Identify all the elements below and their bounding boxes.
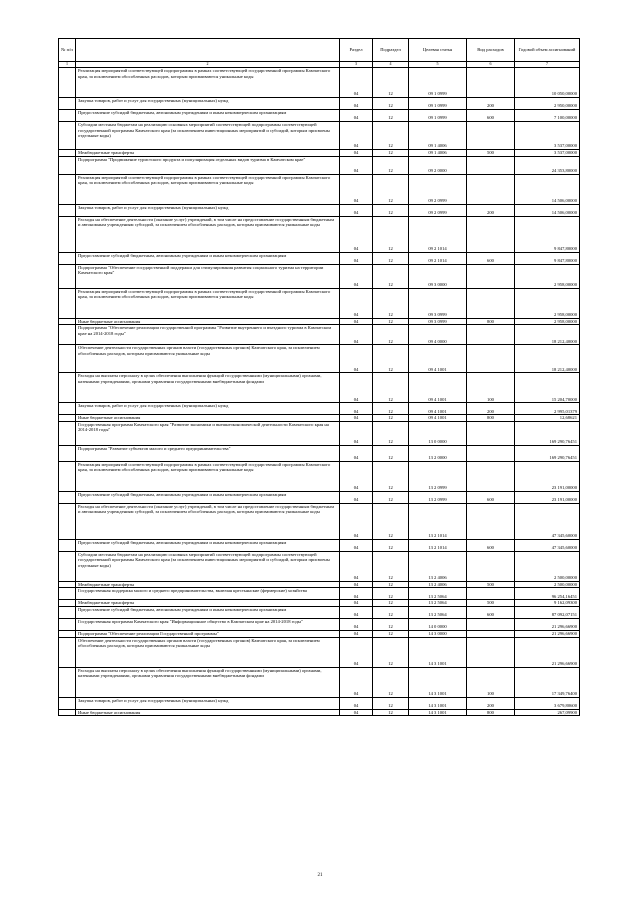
header-annual-volume: Годовой объем ассигнований (515, 39, 580, 62)
row-target-article-cell: 09 3 0000 (409, 264, 467, 288)
row-expense-type-cell (467, 345, 515, 373)
row-index-cell (59, 491, 76, 503)
row-expense-type-cell: 500 (467, 581, 515, 588)
row-index-cell (59, 122, 76, 150)
row-subsection-cell: 12 (373, 174, 409, 204)
row-subsection-cell: 12 (373, 264, 409, 288)
row-subsection-cell: 12 (373, 491, 409, 503)
row-target-article-cell: 14 3 1001 (409, 667, 467, 697)
row-target-article-cell: 09 1 4006 (409, 150, 467, 157)
row-target-article-cell: 13 2 5064 (409, 588, 467, 600)
row-subsection-cell: 12 (373, 503, 409, 539)
row-expense-type-cell (467, 445, 515, 461)
row-sum-cell: 15 204,70000 (515, 373, 580, 403)
row-expense-type-cell: 800 (467, 318, 515, 325)
row-expense-type-cell (467, 288, 515, 318)
table-row (59, 156, 580, 174)
row-section-cell: 04 (340, 503, 373, 539)
row-index-cell (59, 156, 76, 174)
row-section-cell: 04 (340, 581, 373, 588)
table-row (59, 445, 580, 461)
row-section-cell: 04 (340, 709, 373, 716)
row-name-cell: Иные бюджетные ассигнования (76, 415, 340, 422)
table-row (59, 581, 580, 588)
row-section-cell: 04 (340, 373, 373, 403)
row-section-cell: 04 (340, 461, 373, 491)
row-sum-cell: 87 092,07151 (515, 606, 580, 618)
row-index-cell (59, 503, 76, 539)
row-expense-type-cell (467, 68, 515, 98)
row-expense-type-cell (467, 588, 515, 600)
row-subsection-cell: 12 (373, 461, 409, 491)
row-subsection-cell: 12 (373, 551, 409, 581)
row-target-article-cell: 09 2 1014 (409, 252, 467, 264)
row-section-cell: 04 (340, 110, 373, 122)
row-index-cell (59, 606, 76, 618)
row-target-article-cell: 09 1 0999 (409, 68, 467, 98)
table-row (59, 325, 580, 345)
row-target-article-cell: 13 2 5064 (409, 606, 467, 618)
row-subsection-cell: 12 (373, 98, 409, 110)
column-number: 6 (467, 62, 515, 68)
row-subsection-cell: 12 (373, 373, 409, 403)
row-target-article-cell: 09 2 0999 (409, 204, 467, 216)
row-index-cell (59, 98, 76, 110)
row-expense-type-cell: 600 (467, 252, 515, 264)
budget-table-page (58, 38, 579, 716)
row-subsection-cell: 12 (373, 110, 409, 122)
table-row (59, 461, 580, 491)
table-row (59, 491, 580, 503)
row-sum-cell: 2 950,00000 (515, 98, 580, 110)
table-row (59, 288, 580, 318)
row-name-cell: Подпрограмма "Продвижение туристского продукта и популяризация отдельных видов туризма в Камчатском крае" (76, 156, 340, 174)
row-sum-cell: 23 191,00000 (515, 491, 580, 503)
row-section-cell: 04 (340, 288, 373, 318)
row-section-cell: 04 (340, 421, 373, 445)
row-expense-type-cell (467, 503, 515, 539)
table-row (59, 110, 580, 122)
row-name-cell: Расходы на выплаты персоналу в целях обеспечения выполнения функций государственными (муниципальными) органами, казенными учреждениями, органами управления государственными внебюджетными фондами (76, 667, 340, 697)
row-section-cell: 04 (340, 415, 373, 422)
row-index-cell (59, 588, 76, 600)
row-subsection-cell: 12 (373, 697, 409, 709)
row-name-cell: Иные бюджетные ассигнования (76, 318, 340, 325)
row-expense-type-cell: 600 (467, 491, 515, 503)
row-section-cell: 04 (340, 318, 373, 325)
row-sum-cell: 3 537,00000 (515, 122, 580, 150)
table-row (59, 415, 580, 422)
table-body (59, 68, 580, 716)
row-sum-cell: 9 162,09300 (515, 600, 580, 607)
row-name-cell: Межбюджетные трансферты (76, 600, 340, 607)
row-section-cell: 04 (340, 491, 373, 503)
row-name-cell: Подпрограмма "Обеспечение государственной поддержки для стимулирования развития социального туризма на территории Камчатского края" (76, 264, 340, 288)
row-target-article-cell: 09 2 0999 (409, 174, 467, 204)
row-expense-type-cell: 800 (467, 415, 515, 422)
row-target-article-cell: 09 1 0999 (409, 98, 467, 110)
row-subsection-cell: 12 (373, 68, 409, 98)
row-section-cell: 04 (340, 252, 373, 264)
row-sum-cell: 169 290,76451 (515, 421, 580, 445)
row-section-cell: 04 (340, 551, 373, 581)
row-target-article-cell: 13 2 1014 (409, 539, 467, 551)
row-section-cell: 04 (340, 325, 373, 345)
row-expense-type-cell (467, 216, 515, 252)
row-sum-cell: 23 191,00000 (515, 461, 580, 491)
row-subsection-cell: 12 (373, 156, 409, 174)
row-section-cell: 04 (340, 600, 373, 607)
row-target-article-cell: 09 1 0999 (409, 110, 467, 122)
row-expense-type-cell (467, 630, 515, 637)
row-section-cell: 04 (340, 264, 373, 288)
row-sum-cell: 169 290,76451 (515, 445, 580, 461)
row-sum-cell: 14 506,00000 (515, 174, 580, 204)
row-target-article-cell: 09 4 1001 (409, 403, 467, 415)
row-section-cell: 04 (340, 588, 373, 600)
table-row (59, 551, 580, 581)
row-section-cell: 04 (340, 606, 373, 618)
row-target-article-cell: 14 0 0000 (409, 618, 467, 630)
row-expense-type-cell (467, 264, 515, 288)
row-name-cell: Субсидии местным бюджетам на реализацию основных мероприятий соответствующей подпрограммы соответствующей государственной программы Камчатского края (за исключением инвестиционных мероприятий и субсидий, которым присвоены отдельные коды) (76, 122, 340, 150)
row-index-cell (59, 618, 76, 630)
row-target-article-cell: 14 3 1001 (409, 697, 467, 709)
table-header-row (59, 39, 580, 62)
row-expense-type-cell: 600 (467, 539, 515, 551)
row-sum-cell: 9 847,80000 (515, 252, 580, 264)
row-sum-cell: 2 500,00000 (515, 581, 580, 588)
row-expense-type-cell: 200 (467, 697, 515, 709)
table-row (59, 373, 580, 403)
row-subsection-cell: 12 (373, 345, 409, 373)
row-expense-type-cell: 600 (467, 110, 515, 122)
row-name-cell: Закупка товаров, работ и услуг для государственных (муниципальных) нужд (76, 98, 340, 110)
row-sum-cell: 3 679,80600 (515, 697, 580, 709)
row-target-article-cell: 14 3 0000 (409, 630, 467, 637)
row-subsection-cell: 12 (373, 630, 409, 637)
row-sum-cell: 7 100,00000 (515, 110, 580, 122)
row-subsection-cell: 12 (373, 709, 409, 716)
row-target-article-cell: 14 3 1001 (409, 709, 467, 716)
row-subsection-cell: 12 (373, 588, 409, 600)
row-section-cell: 04 (340, 445, 373, 461)
row-section-cell: 04 (340, 637, 373, 667)
row-subsection-cell: 12 (373, 445, 409, 461)
row-subsection-cell: 12 (373, 618, 409, 630)
row-index-cell (59, 581, 76, 588)
row-index-cell (59, 709, 76, 716)
budget-allocations-table (58, 38, 580, 716)
row-subsection-cell: 12 (373, 606, 409, 618)
row-sum-cell: 18 212,40000 (515, 325, 580, 345)
table-row (59, 264, 580, 288)
row-name-cell: Подпрограмма "Обеспечение реализации Государственной программы" (76, 630, 340, 637)
row-section-cell: 04 (340, 174, 373, 204)
row-section-cell: 04 (340, 630, 373, 637)
table-row (59, 150, 580, 157)
row-name-cell: Реализация мероприятий соответствующей подпрограммы в рамках соответствующей государственной программы Камчатского края, за исключением обособленных расходов, которым присваиваются уникальные коды (76, 174, 340, 204)
row-expense-type-cell (467, 156, 515, 174)
table-row (59, 539, 580, 551)
row-index-cell (59, 325, 76, 345)
row-target-article-cell: 09 4 1001 (409, 415, 467, 422)
column-number: 4 (373, 62, 409, 68)
row-index-cell (59, 204, 76, 216)
row-index-cell (59, 415, 76, 422)
row-expense-type-cell (467, 461, 515, 491)
header-name (76, 39, 340, 62)
row-sum-cell: 12,68621 (515, 415, 580, 422)
table-row (59, 588, 580, 600)
row-subsection-cell: 12 (373, 150, 409, 157)
row-expense-type-cell: 600 (467, 606, 515, 618)
table-row (59, 318, 580, 325)
row-name-cell: Закупка товаров, работ и услуг для государственных (муниципальных) нужд (76, 697, 340, 709)
row-expense-type-cell (467, 122, 515, 150)
row-index-cell (59, 403, 76, 415)
row-subsection-cell: 12 (373, 421, 409, 445)
row-target-article-cell: 13 0 0000 (409, 421, 467, 445)
row-sum-cell: 3 537,00000 (515, 150, 580, 157)
row-index-cell (59, 697, 76, 709)
table-row (59, 637, 580, 667)
header-target-article: Целевая статья (409, 39, 467, 62)
row-sum-cell: 2 995,01379 (515, 403, 580, 415)
row-target-article-cell: 09 3 0999 (409, 288, 467, 318)
row-sum-cell: 96 254,16451 (515, 588, 580, 600)
row-expense-type-cell: 100 (467, 667, 515, 697)
row-expense-type-cell: 200 (467, 403, 515, 415)
row-target-article-cell: 13 2 0999 (409, 461, 467, 491)
row-target-article-cell: 09 4 1001 (409, 373, 467, 403)
row-subsection-cell: 12 (373, 667, 409, 697)
row-subsection-cell: 12 (373, 415, 409, 422)
row-expense-type-cell (467, 325, 515, 345)
row-sum-cell: 21 296,66900 (515, 630, 580, 637)
row-index-cell (59, 68, 76, 98)
row-sum-cell: 24 353,80000 (515, 156, 580, 174)
row-index-cell (59, 110, 76, 122)
row-section-cell: 04 (340, 204, 373, 216)
row-subsection-cell: 12 (373, 539, 409, 551)
table-row (59, 98, 580, 110)
column-number: 3 (340, 62, 373, 68)
row-sum-cell: 9 847,80000 (515, 216, 580, 252)
table-row (59, 697, 580, 709)
row-name-cell: Субсидии местным бюджетам на реализацию основных мероприятий соответствующей подпрограммы соответствующей государственной программы Камчатского края (за исключением инвестиционных мероприятий и субсидий, которым присвоены отдельные коды) (76, 551, 340, 581)
table-row (59, 606, 580, 618)
header-subsection: Подраздел (373, 39, 409, 62)
row-name-cell: Предоставление субсидий бюджетным, автономным учреждениям и иным некоммерческим организациям (76, 110, 340, 122)
row-sum-cell: 2 958,00000 (515, 318, 580, 325)
row-expense-type-cell: 200 (467, 204, 515, 216)
row-name-cell: Подпрограмма "Обеспечение реализации государственной программы "Развитие внутреннего и въездного туризма в Камчатском крае на 2014-2018 годы" (76, 325, 340, 345)
row-name-cell: Межбюджетные трансферты (76, 150, 340, 157)
row-section-cell: 04 (340, 539, 373, 551)
row-subsection-cell: 12 (373, 204, 409, 216)
row-sum-cell: 47 345,60000 (515, 503, 580, 539)
row-name-cell: Закупка товаров, работ и услуг для государственных (муниципальных) нужд (76, 403, 340, 415)
row-index-cell (59, 600, 76, 607)
row-target-article-cell: 09 2 0000 (409, 156, 467, 174)
table-row (59, 403, 580, 415)
row-name-cell: Реализация мероприятий соответствующей подпрограммы в рамках соответствующей государственной программы Камчатского края, за исключением обособленных расходов, которым присваиваются уникальные коды (76, 68, 340, 98)
row-index-cell (59, 637, 76, 667)
row-name-cell: Государственная программа Камчатского края "Развитие экономики и внешнеэкономической деятельности Камчатского края на 2014-2018 годы" (76, 421, 340, 445)
table-row (59, 345, 580, 373)
row-sum-cell: 2 958,00000 (515, 264, 580, 288)
column-number: 5 (409, 62, 467, 68)
row-index-cell (59, 667, 76, 697)
row-sum-cell: 47 345,60000 (515, 539, 580, 551)
column-number: 2 (76, 62, 340, 68)
row-name-cell: Предоставление субсидий бюджетным, автономным учреждениям и иным некоммерческим организациям (76, 606, 340, 618)
row-index-cell (59, 373, 76, 403)
row-target-article-cell: 13 2 0999 (409, 491, 467, 503)
row-target-article-cell: 13 2 0000 (409, 445, 467, 461)
page-number: 21 (317, 873, 323, 878)
row-sum-cell: 21 296,66900 (515, 618, 580, 630)
row-target-article-cell: 13 2 4006 (409, 581, 467, 588)
row-subsection-cell: 12 (373, 637, 409, 667)
row-name-cell: Расходы на выплаты персоналу в целях обеспечения выполнения функций государственными (муниципальными) органами, казенными учреждениями, органами управления государственными внебюджетными фондами (76, 373, 340, 403)
row-expense-type-cell (467, 174, 515, 204)
row-expense-type-cell (467, 421, 515, 445)
row-expense-type-cell (467, 618, 515, 630)
row-name-cell: Предоставление субсидий бюджетным, автономным учреждениям и иным некоммерческим организациям (76, 252, 340, 264)
row-subsection-cell: 12 (373, 216, 409, 252)
row-index-cell (59, 318, 76, 325)
row-sum-cell: 2 958,00000 (515, 288, 580, 318)
row-name-cell: Подпрограмма "Развитие субъектов малого и среднего предпринимательства" (76, 445, 340, 461)
row-sum-cell: 14 506,00000 (515, 204, 580, 216)
row-expense-type-cell (467, 551, 515, 581)
row-section-cell: 04 (340, 618, 373, 630)
table-row (59, 252, 580, 264)
row-sum-cell: 267,09900 (515, 709, 580, 716)
row-index-cell (59, 421, 76, 445)
table-row (59, 68, 580, 98)
row-name-cell: Иные бюджетные ассигнования (76, 709, 340, 716)
row-subsection-cell: 12 (373, 252, 409, 264)
row-index-cell (59, 216, 76, 252)
column-number: 7 (515, 62, 580, 68)
row-name-cell: Предоставление субсидий бюджетным, автономным учреждениям и иным некоммерческим организациям (76, 491, 340, 503)
row-section-cell: 04 (340, 667, 373, 697)
row-subsection-cell: 12 (373, 403, 409, 415)
table-row (59, 600, 580, 607)
row-name-cell: Предоставление субсидий бюджетным, автономным учреждениям и иным некоммерческим организациям (76, 539, 340, 551)
table-row (59, 667, 580, 697)
row-sum-cell: 17 349,76400 (515, 667, 580, 697)
table-row (59, 630, 580, 637)
row-target-article-cell: 14 3 1001 (409, 637, 467, 667)
row-subsection-cell: 12 (373, 122, 409, 150)
column-number: 1 (59, 62, 76, 68)
row-sum-cell: 10 050,00000 (515, 68, 580, 98)
row-section-cell: 04 (340, 403, 373, 415)
row-name-cell: Обеспечение деятельности государственных органов власти (государственных органов) Камчатского края, за исключением обособленных расходов, которым присваиваются уникальные коды (76, 637, 340, 667)
row-name-cell: Расходы на обеспечение деятельности (оказание услуг) учреждений, в том числе на предоставление государственным бюджетным и автономным учреждениям субсидий, за исключением обособленных расходов, которым присваиваются уникальные коды (76, 503, 340, 539)
row-target-article-cell: 13 2 5064 (409, 600, 467, 607)
row-subsection-cell: 12 (373, 318, 409, 325)
row-index-cell (59, 461, 76, 491)
row-target-article-cell: 09 1 4006 (409, 122, 467, 150)
row-section-cell: 04 (340, 345, 373, 373)
row-name-cell: Реализация мероприятий соответствующей подпрограммы в рамках соответствующей государственной программы Камчатского края, за исключением обособленных расходов, которым присваиваются уникальные коды (76, 288, 340, 318)
row-sum-cell: 2 500,00000 (515, 551, 580, 581)
row-index-cell (59, 630, 76, 637)
row-name-cell: Закупка товаров, работ и услуг для государственных (муниципальных) нужд (76, 204, 340, 216)
row-index-cell (59, 445, 76, 461)
row-subsection-cell: 12 (373, 581, 409, 588)
table-row (59, 709, 580, 716)
row-target-article-cell: 13 2 1014 (409, 503, 467, 539)
row-subsection-cell: 12 (373, 288, 409, 318)
row-section-cell: 04 (340, 68, 373, 98)
header-expense-type: Вид расходов (467, 39, 515, 62)
row-section-cell: 04 (340, 150, 373, 157)
table-row (59, 174, 580, 204)
table-row (59, 122, 580, 150)
row-expense-type-cell: 200 (467, 98, 515, 110)
row-target-article-cell: 09 2 1014 (409, 216, 467, 252)
header-section: Раздел (340, 39, 373, 62)
row-subsection-cell: 12 (373, 600, 409, 607)
row-name-cell: Государственная поддержка малого и среднего предпринимательства, включая крестьянские (фермерские) хозяйства (76, 588, 340, 600)
table-row (59, 503, 580, 539)
row-section-cell: 04 (340, 98, 373, 110)
row-section-cell: 04 (340, 697, 373, 709)
row-section-cell: 04 (340, 216, 373, 252)
row-name-cell: Расходы на обеспечение деятельности (оказание услуг) учреждений, в том числе на предоставление государственным бюджетным и автономным учреждениям субсидий, за исключением обособленных расходов, которым присваиваются уникальные коды (76, 216, 340, 252)
row-name-cell: Обеспечение деятельности государственных органов власти (государственных органов) Камчатского края, за исключением обособленных расходов, которым присваиваются уникальные коды (76, 345, 340, 373)
row-section-cell: 04 (340, 122, 373, 150)
row-index-cell (59, 345, 76, 373)
row-index-cell (59, 174, 76, 204)
row-target-article-cell: 13 2 4006 (409, 551, 467, 581)
row-index-cell (59, 539, 76, 551)
row-subsection-cell: 12 (373, 325, 409, 345)
row-index-cell (59, 551, 76, 581)
row-section-cell: 04 (340, 156, 373, 174)
header-number: № п/п (59, 39, 76, 62)
row-index-cell (59, 252, 76, 264)
row-index-cell (59, 288, 76, 318)
row-expense-type-cell: 100 (467, 373, 515, 403)
row-name-cell: Реализация мероприятий соответствующей подпрограммы в рамках соответствующей государственной программы Камчатского края, за исключением обособленных расходов, которым присваиваются уникальные коды (76, 461, 340, 491)
table-row (59, 204, 580, 216)
table-row (59, 421, 580, 445)
row-expense-type-cell (467, 637, 515, 667)
row-index-cell (59, 150, 76, 157)
row-name-cell: Государственная программа Камчатского края "Информационное общество в Камчатском крае на 2014-2018 годы" (76, 618, 340, 630)
table-row (59, 618, 580, 630)
table-row (59, 216, 580, 252)
row-sum-cell: 21 296,66900 (515, 637, 580, 667)
row-expense-type-cell: 500 (467, 600, 515, 607)
row-sum-cell: 18 212,40000 (515, 345, 580, 373)
row-name-cell: Межбюджетные трансферты (76, 581, 340, 588)
row-expense-type-cell: 800 (467, 709, 515, 716)
row-target-article-cell: 09 4 0000 (409, 325, 467, 345)
row-target-article-cell: 09 3 0999 (409, 318, 467, 325)
row-expense-type-cell: 500 (467, 150, 515, 157)
row-target-article-cell: 09 4 1001 (409, 345, 467, 373)
row-index-cell (59, 264, 76, 288)
